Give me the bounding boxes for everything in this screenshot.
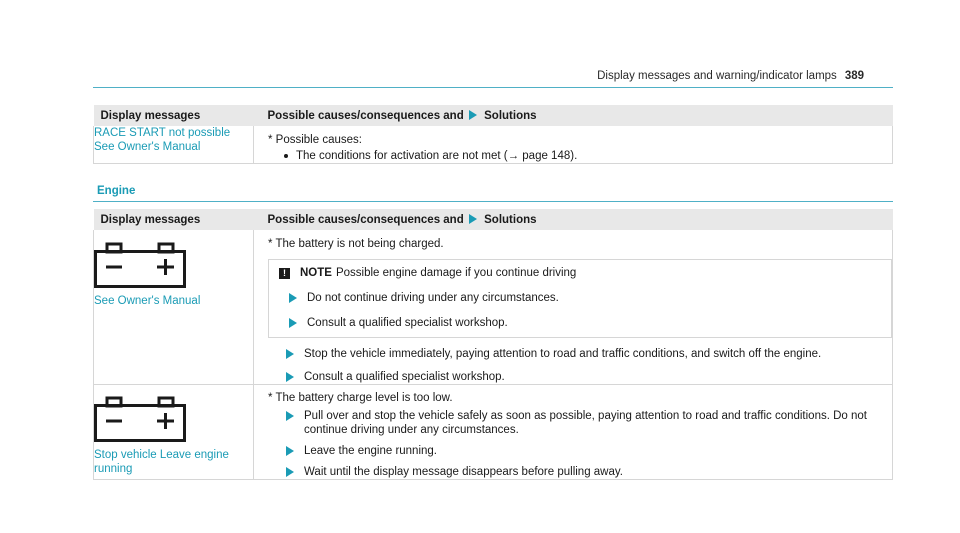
display-message-cell xyxy=(94,385,254,480)
play-arrow-icon xyxy=(286,372,294,382)
play-arrow-icon xyxy=(469,110,477,120)
column-header-solutions xyxy=(254,105,893,126)
list-item xyxy=(268,409,892,437)
header-text: Display messages and warning/indicator lamps xyxy=(597,70,837,82)
table-row xyxy=(94,385,893,480)
column-header-suffix: Solutions xyxy=(484,213,537,226)
step-text: Leave the engine running. xyxy=(304,445,437,457)
list-item xyxy=(268,370,892,384)
cause-intro: * Possible causes: xyxy=(268,134,362,146)
warning-icon: ! xyxy=(279,268,290,279)
solution-cell xyxy=(254,126,893,164)
step-text: Wait until the display message disappears before pulling away. xyxy=(304,466,623,478)
solution-cell xyxy=(254,230,893,385)
column-header-display-messages: Display messages xyxy=(94,105,254,126)
note-text: Possible engine damage if you continue driving xyxy=(335,267,577,279)
play-arrow-icon xyxy=(286,446,294,456)
header-divider xyxy=(93,87,893,88)
play-arrow-icon xyxy=(289,318,297,328)
step-text: Pull over and stop the vehicle safely as soon as possible, paying attention to road and traffic conditions. Do not continue driving under any circumstances. xyxy=(304,410,867,436)
note-box xyxy=(268,259,892,338)
display-message-line: RACE START not possible xyxy=(94,127,231,139)
column-header-prefix: Possible causes/consequences and xyxy=(267,109,464,122)
note-heading xyxy=(279,266,881,280)
step-text: Consult a qualified specialist workshop. xyxy=(304,371,505,383)
page-number: 389 xyxy=(844,70,864,82)
table-row xyxy=(94,230,893,385)
bullet-icon xyxy=(284,154,288,158)
display-message-line: Stop vehicle Leave engine running xyxy=(94,449,229,475)
list-item xyxy=(279,316,881,330)
step-text: Consult a qualified specialist workshop. xyxy=(307,317,508,329)
play-arrow-icon xyxy=(289,293,297,303)
section-divider xyxy=(93,201,893,202)
column-header-display-messages: Display messages xyxy=(94,209,254,230)
list-item xyxy=(268,347,892,361)
page-header-title xyxy=(597,70,864,82)
messages-table-1 xyxy=(93,105,893,164)
cause-text: * The battery is not being charged. xyxy=(268,238,444,250)
list-item xyxy=(268,465,892,479)
display-message-line: See Owner's Manual xyxy=(94,295,201,307)
play-arrow-icon xyxy=(286,349,294,359)
play-arrow-icon xyxy=(286,411,294,421)
list-item xyxy=(268,444,892,458)
solution-cell xyxy=(254,385,893,480)
list-item xyxy=(279,291,881,305)
column-header-suffix: Solutions xyxy=(484,109,537,122)
step-text: Do not continue driving under any circumstances. xyxy=(307,292,559,304)
step-text: Stop the vehicle immediately, paying attention to road and traffic conditions, and switch off the engine. xyxy=(304,348,822,360)
battery-icon xyxy=(94,242,186,288)
display-message-cell xyxy=(94,126,254,164)
display-message-cell xyxy=(94,230,254,385)
play-arrow-icon xyxy=(469,214,477,224)
table-row xyxy=(94,126,893,164)
note-label: NOTE xyxy=(300,267,332,279)
list-item xyxy=(268,149,892,163)
column-header-prefix: Possible causes/consequences and xyxy=(267,213,464,226)
column-header-solutions xyxy=(254,209,893,230)
battery-icon xyxy=(94,396,186,442)
section-title: Engine xyxy=(97,185,136,197)
bullet-text: The conditions for activation are not met (→ page 148). xyxy=(296,150,578,162)
play-arrow-icon xyxy=(286,467,294,477)
messages-table-2 xyxy=(93,209,893,480)
display-message-line: See Owner's Manual xyxy=(94,141,201,153)
cause-text: * The battery charge level is too low. xyxy=(268,392,453,404)
